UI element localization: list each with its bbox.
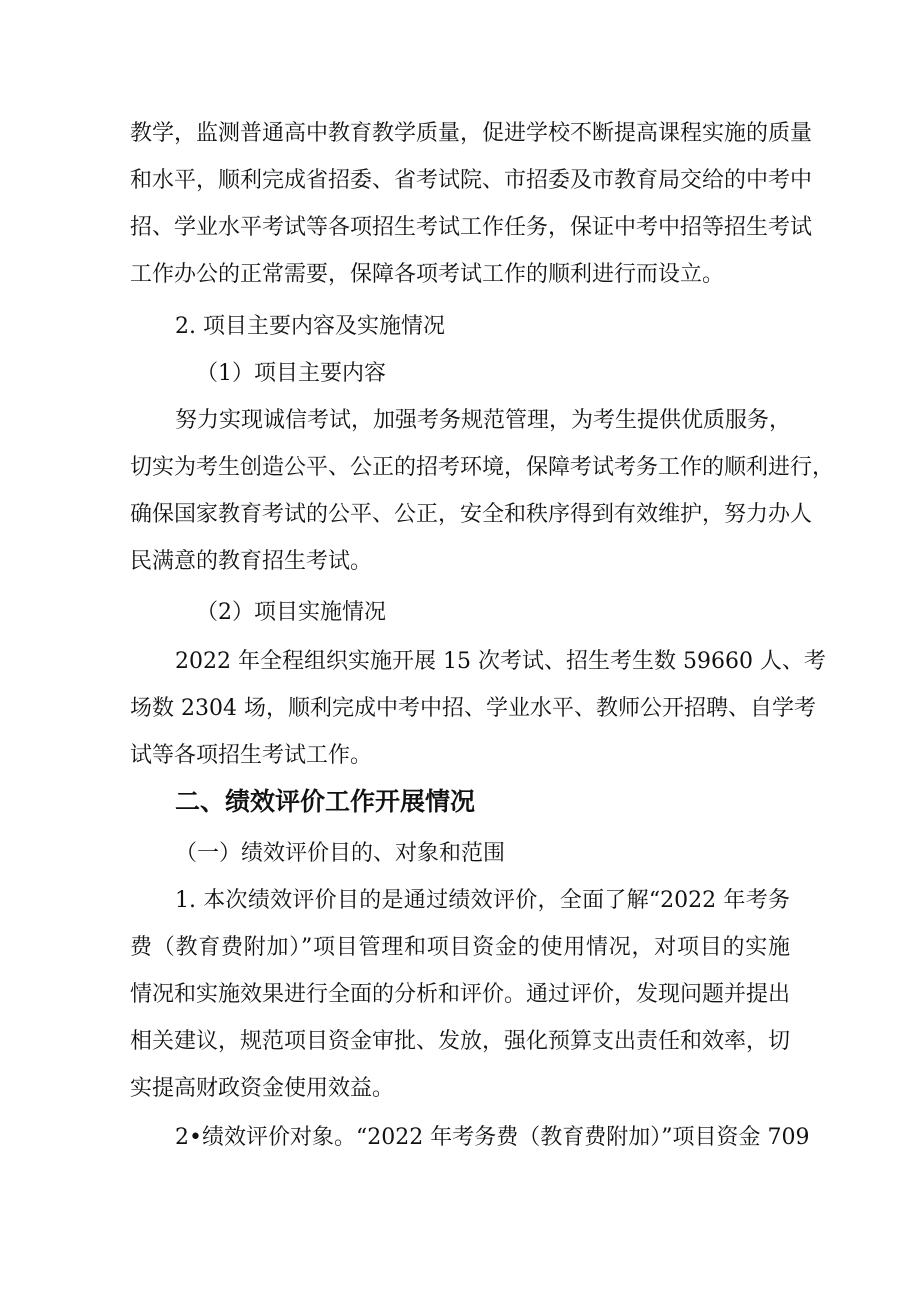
paragraph-line: 切实为考生创造公平、公正的招考环境，保障考试考务工作的顺利进行， bbox=[130, 455, 835, 480]
paragraph-line: 试等各项招生考试工作。 bbox=[130, 743, 373, 768]
paragraph-line: 工作办公的正常需要，保障各项考试工作的顺利进行而设立。 bbox=[130, 262, 725, 287]
paragraph-line: 民满意的教育招生考试。 bbox=[130, 549, 373, 574]
paragraph-line: 2•绩效评价对象。“2022 年考务费（教育费附加）”项目资金 709 bbox=[175, 1125, 810, 1150]
paragraph-line: 1. 本次绩效评价目的是通过绩效评价，全面了解“2022 年考务 bbox=[175, 888, 790, 913]
paragraph-line: 教学，监测普通高中教育教学质量，促进学校不断提高课程实施的质量 bbox=[130, 121, 813, 146]
paragraph-line: 招、学业水平考试等各项招生考试工作任务，保证中考中招等招生考试 bbox=[130, 215, 813, 240]
paragraph-line: 费（教育费附加）”项目管理和项目资金的使用情况，对项目的实施 bbox=[130, 935, 790, 960]
section-subheading: 2. 项目主要内容及实施情况 bbox=[175, 314, 445, 339]
section-heading: 二、绩效评价工作开展情况 bbox=[175, 787, 476, 816]
paragraph-line: 场数 2304 场，顺利完成中考中招、学业水平、教师公开招聘、自学考 bbox=[130, 696, 816, 721]
paragraph-line: 相关建议，规范项目资金审批、发放，强化预算支出责任和效率，切 bbox=[130, 1029, 791, 1054]
section-subheading: （2）项目实施情况 bbox=[196, 600, 386, 625]
paragraph-line: 确保国家教育考试的公平、公正，安全和秩序得到有效维护，努力办人 bbox=[130, 502, 813, 527]
paragraph-line: 实提高财政资金使用效益。 bbox=[130, 1076, 395, 1101]
paragraph-line: 和水平，顺利完成省招委、省考试院、市招委及市教育局交给的中考中 bbox=[130, 168, 813, 193]
section-subheading: （1）项目主要内容 bbox=[196, 361, 386, 386]
paragraph-line: 努力实现诚信考试，加强考务规范管理，为考生提供优质服务， bbox=[175, 408, 792, 433]
paragraph-line: 2022 年全程组织实施开展 15 次考试、招生考生数 59660 人、考 bbox=[175, 649, 826, 674]
section-subheading: （一）绩效评价目的、对象和范围 bbox=[175, 841, 506, 866]
paragraph-line: 情况和实施效果进行全面的分析和评价。通过评价，发现问题并提出 bbox=[130, 982, 791, 1007]
